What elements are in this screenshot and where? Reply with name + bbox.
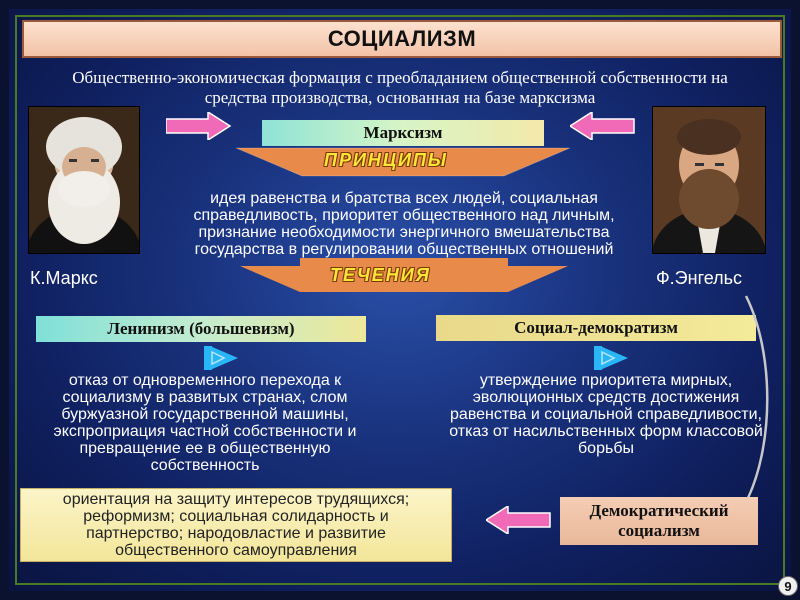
- marx-portrait: [28, 106, 140, 254]
- page-number: 9: [784, 578, 792, 594]
- orientation-text: ориентация на защиту интересов трудящихся; реформизм; социальная солидарность и партнерство; народовластие и развитие общественного самоуправления: [62, 491, 410, 559]
- definition-text: Общественно-экономическая формация с преобладанием общественной собственности на средства производства, основанная на базе марксизма: [72, 68, 728, 107]
- engels-portrait: [652, 106, 766, 254]
- triangle-right-icon: [204, 346, 240, 370]
- triangle-right-icon: [594, 346, 630, 370]
- marx-caption: К.Маркс: [30, 268, 98, 288]
- socdem-text: утверждение приоритета мирных, эволюционных средств достижения равенства и социальной справедливости, отказ от насильственных форм классовой борьбы: [449, 372, 763, 457]
- page-title: СОЦИАЛИЗМ: [327, 26, 477, 51]
- leninism-label: Ленинизм (большевизм): [107, 319, 295, 338]
- orientation-box: [20, 488, 452, 562]
- principles-text: идея равенства и братства всех людей, социальная справедливость, приоритет общественного над личным, признание необходимости энергичного вмешательства государства в регулировании общественных отношений: [193, 190, 615, 258]
- demsoc-label: Демократический социализм: [589, 501, 729, 540]
- marxism-box: [262, 120, 544, 146]
- socdem-box: [436, 315, 756, 341]
- arrow-left-icon: [570, 112, 636, 140]
- demsoc-box: [560, 497, 758, 545]
- currents-banner-label: ТЕЧЕНИЯ: [330, 265, 431, 285]
- arrow-right-icon: [166, 112, 232, 140]
- connector-curve: [740, 292, 780, 502]
- leninism-box: [36, 316, 366, 342]
- page-number-badge: [778, 576, 798, 596]
- principles-banner-label: ПРИНЦИПЫ: [324, 150, 448, 170]
- arrow-left-icon: [486, 506, 552, 534]
- marxism-label: Марксизм: [363, 123, 443, 142]
- engels-caption: Ф.Энгельс: [656, 268, 743, 288]
- leninism-text: отказ от одновременного перехода к социализму в развитых странах, слом буржуазной государственной машины, экспроприация частной собственности и превращение ее в общественную собственность: [53, 372, 357, 474]
- title-bar: [22, 20, 782, 58]
- socdem-label: Социал-демократизм: [514, 318, 678, 337]
